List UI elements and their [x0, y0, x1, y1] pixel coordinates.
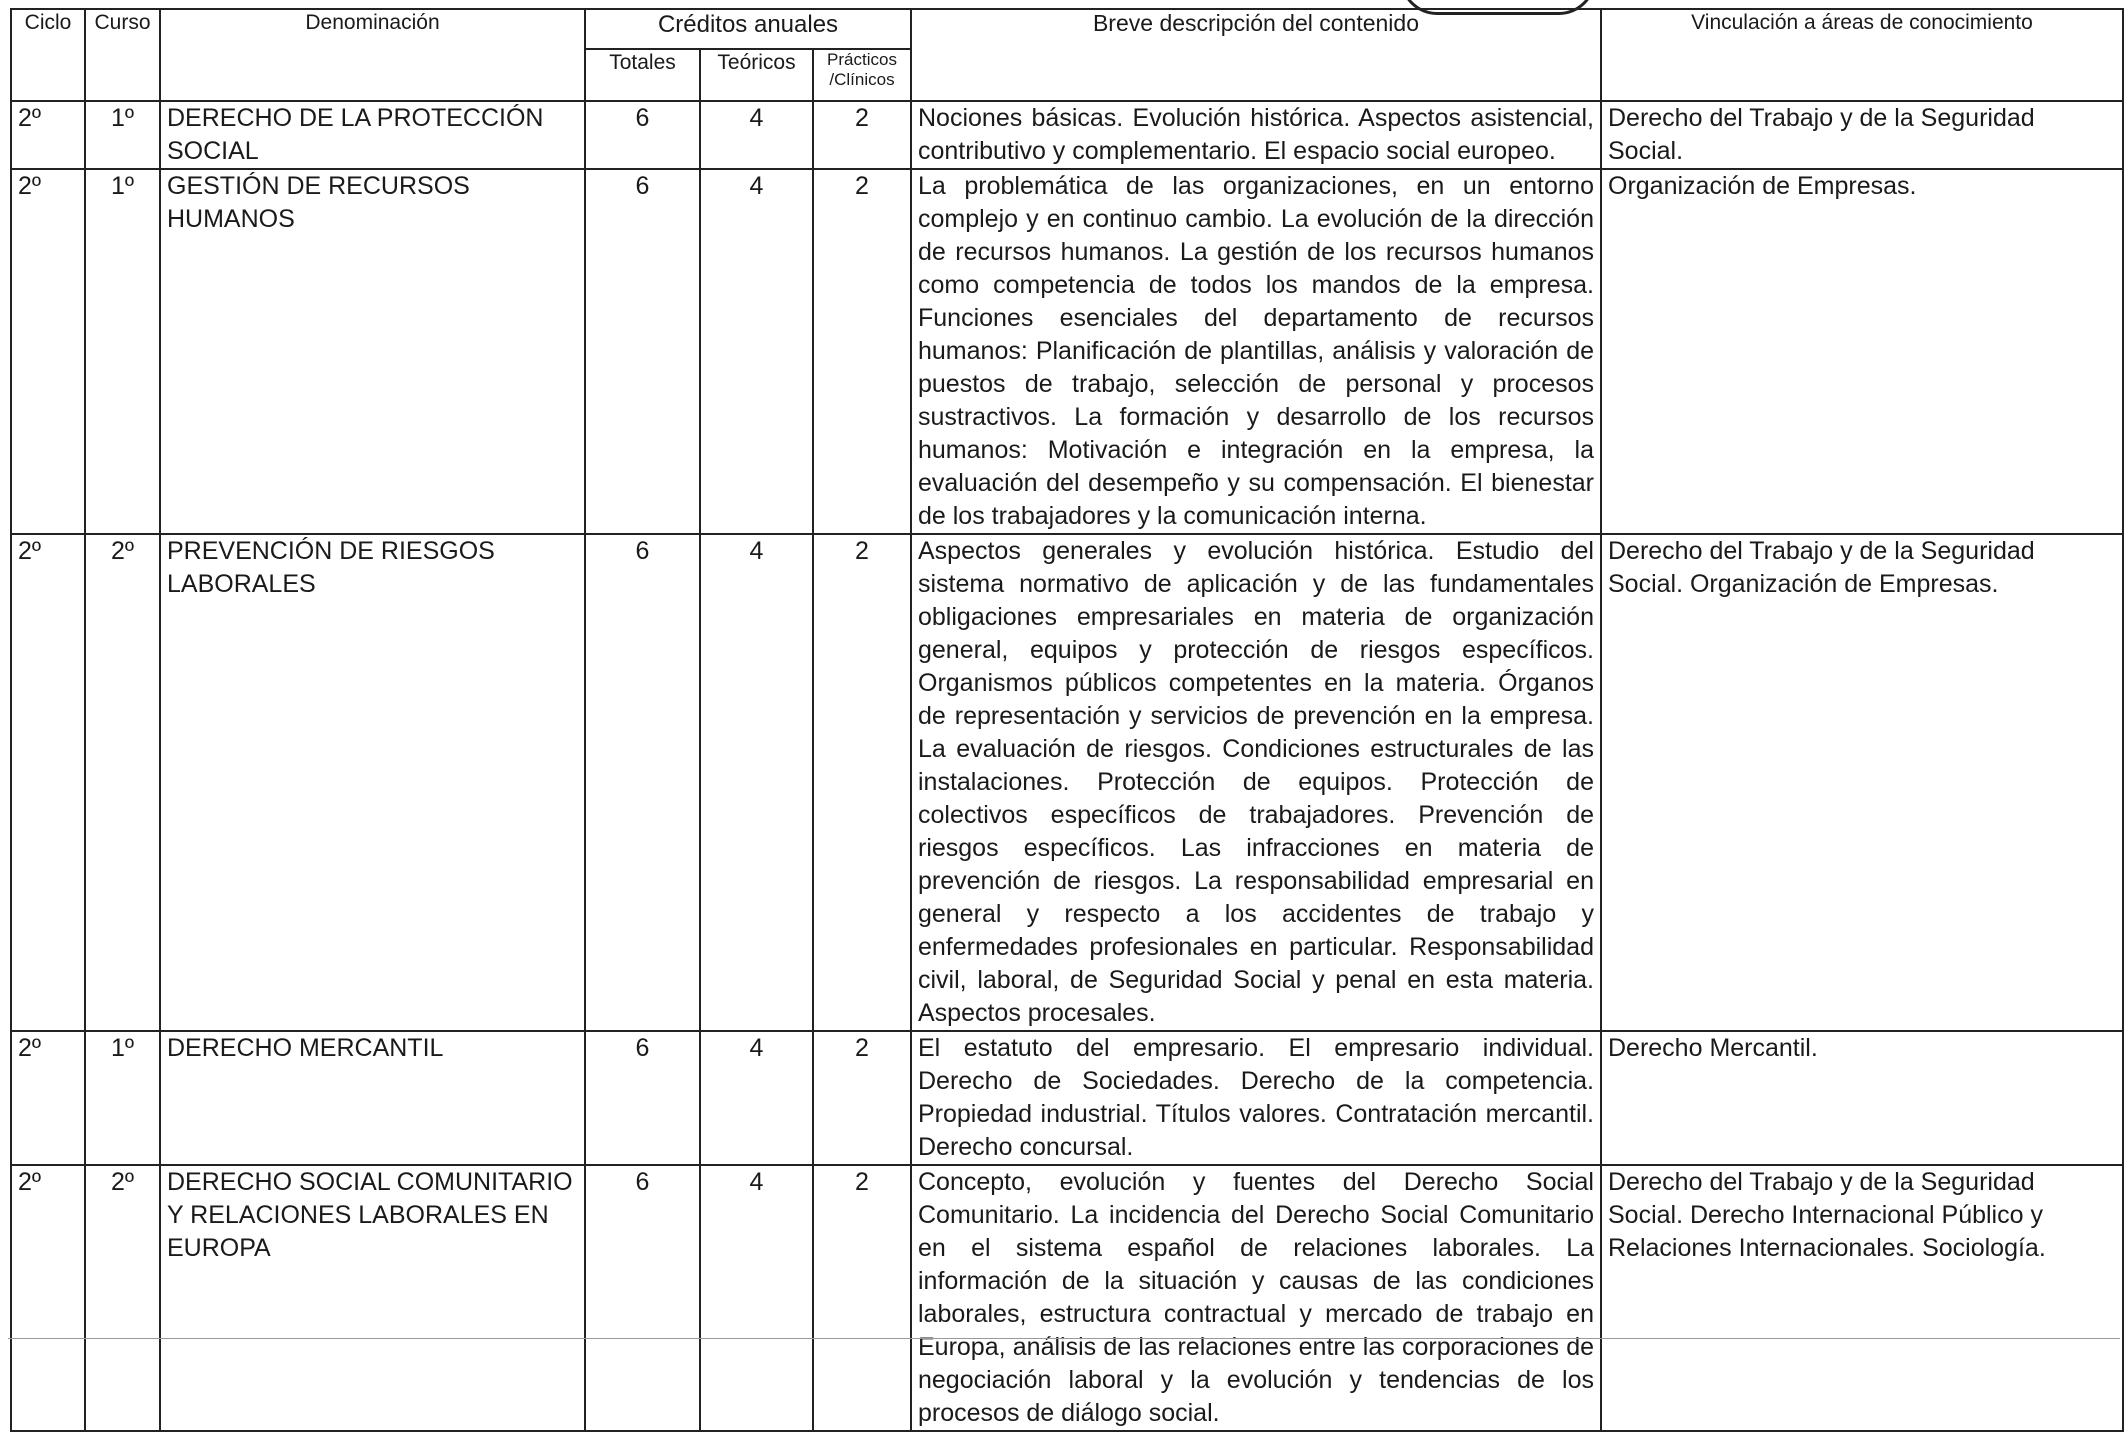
cell-ciclo: 2º	[11, 169, 85, 534]
header-vinculacion: Vinculación a áreas de conocimiento	[1601, 9, 2123, 101]
header-practicos-line1: Prácticos	[827, 49, 897, 69]
cell-teoricos: 4	[700, 169, 813, 534]
cell-curso: 2º	[85, 1165, 160, 1431]
cell-denominacion: DERECHO MERCANTIL	[160, 1031, 585, 1165]
cell-teoricos: 4	[700, 101, 813, 169]
header-ciclo: Ciclo	[11, 9, 85, 101]
cell-teoricos: 4	[700, 1165, 813, 1431]
cell-descripcion: Concepto, evolución y fuentes del Derecho Social Comunitario. La incidencia del Derecho Social Comunitario en el sistema español de relaciones laborales. La información de la situación y causas de las condiciones laborales, estructura contractual y mercado de trabajo en Europa, análisis de las relaciones entre las corporaciones de negociación laboral y la evolución y tendencias de los procesos de diálogo social.	[911, 1165, 1601, 1431]
cell-curso: 2º	[85, 534, 160, 1031]
header-practicos	[813, 49, 911, 101]
cell-vinculacion: Derecho del Trabajo y de la Seguridad Social. Derecho Internacional Público y Relaciones Internacionales. Sociología.	[1601, 1165, 2123, 1431]
cell-totales: 6	[585, 1165, 700, 1431]
header-descripcion: Breve descripción del contenido	[911, 9, 1601, 101]
cell-teoricos: 4	[700, 1031, 813, 1165]
cell-totales: 6	[585, 169, 700, 534]
cell-vinculacion: Derecho del Trabajo y de la Seguridad Social.	[1601, 101, 2123, 169]
table-row	[11, 169, 2123, 534]
cell-denominacion: GESTIÓN DE RECURSOS HUMANOS	[160, 169, 585, 534]
cell-practicos: 2	[813, 169, 911, 534]
table-row	[11, 534, 2123, 1031]
cell-practicos: 2	[813, 1165, 911, 1431]
cell-denominacion: PREVENCIÓN DE RIESGOS LABORALES	[160, 534, 585, 1031]
cell-practicos: 2	[813, 101, 911, 169]
cell-ciclo: 2º	[11, 1031, 85, 1165]
cell-denominacion: DERECHO DE LA PROTECCIÓN SOCIAL	[160, 101, 585, 169]
cell-practicos: 2	[813, 1031, 911, 1165]
cell-ciclo: 2º	[11, 1165, 85, 1431]
cell-totales: 6	[585, 1031, 700, 1165]
header-creditos-anuales: Créditos anuales	[585, 9, 911, 49]
table-row	[11, 101, 2123, 169]
cell-denominacion: DERECHO SOCIAL COMUNITARIO Y RELACIONES LABORALES EN EUROPA	[160, 1165, 585, 1431]
study-plan-table	[10, 8, 2124, 1432]
cell-curso: 1º	[85, 1031, 160, 1165]
header-denominacion: Denominación	[160, 9, 585, 101]
table-row	[11, 1165, 2123, 1431]
cell-ciclo: 2º	[11, 534, 85, 1031]
cell-ciclo: 2º	[11, 101, 85, 169]
cell-descripcion: La problemática de las organizaciones, en un entorno complejo y en continuo cambio. La evolución de la dirección de recursos humanos. La gestión de los recursos humanos como competencia de todos los mandos de la empresa. Funciones esenciales del departamento de recursos humanos: Planificación de plantillas, análisis y valoración de puestos de trabajo, selección de personal y procesos sustractivos. La formación y desarrollo de los recursos humanos: Motivación e integración en la empresa, la evaluación del desempeño y su compensación. El bienestar de los trabajadores y la comunicación interna.	[911, 169, 1601, 534]
cell-vinculacion: Derecho Mercantil.	[1601, 1031, 2123, 1165]
cell-practicos: 2	[813, 534, 911, 1031]
header-totales: Totales	[585, 49, 700, 101]
header-row-1	[11, 9, 2123, 49]
cell-descripcion: Aspectos generales y evolución histórica. Estudio del sistema normativo de aplicación y de las fundamentales obligaciones empresariales en materia de organización general, equipos y protección de riesgos específicos. Organismos públicos competentes en la materia. Órganos de representación y servicios de prevención en la empresa. La evaluación de riesgos. Condiciones estructurales de las instalaciones. Protección de equipos. Protección de colectivos específicos de trabajadores. Prevención de riesgos específicos. Las infracciones en materia de prevención de riesgos. La responsabilidad empresarial en general y respecto a los accidentes de trabajo y enfermedades profesionales en particular. Responsabilidad civil, laboral, de Seguridad Social y penal en esta materia. Aspectos procesales.	[911, 534, 1601, 1031]
header-curso: Curso	[85, 9, 160, 101]
cell-descripcion: Nociones básicas. Evolución histórica. Aspectos asistencial, contributivo y complementario. El espacio social europeo.	[911, 101, 1601, 169]
page-bottom-rule	[8, 1338, 2120, 1339]
cell-descripcion: El estatuto del empresario. El empresario individual. Derecho de Sociedades. Derecho de la competencia. Propiedad industrial. Títulos valores. Contratación mercantil. Derecho concursal.	[911, 1031, 1601, 1165]
cell-curso: 1º	[85, 101, 160, 169]
cell-totales: 6	[585, 101, 700, 169]
table-row	[11, 1031, 2123, 1165]
cell-totales: 6	[585, 534, 700, 1031]
header-practicos-line2: /Clínicos	[829, 69, 895, 89]
cell-teoricos: 4	[700, 534, 813, 1031]
cell-vinculacion: Organización de Empresas.	[1601, 169, 2123, 534]
header-teoricos: Teóricos	[700, 49, 813, 101]
cell-vinculacion: Derecho del Trabajo y de la Seguridad Social. Organización de Empresas.	[1601, 534, 2123, 1031]
cell-curso: 1º	[85, 169, 160, 534]
